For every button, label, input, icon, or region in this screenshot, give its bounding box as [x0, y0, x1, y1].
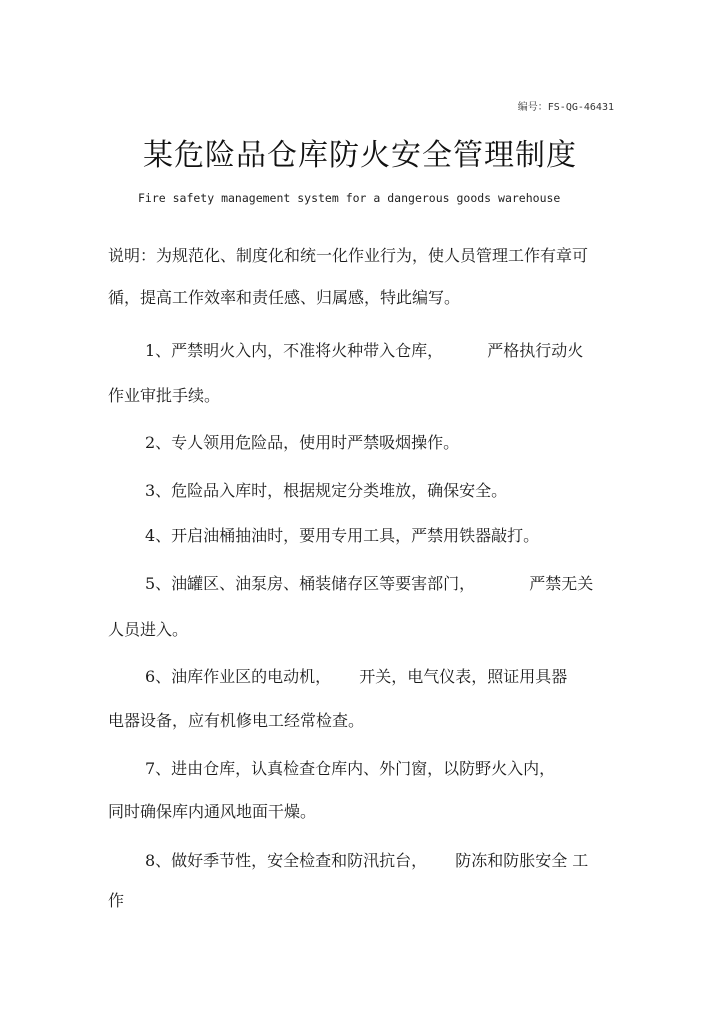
item-5-continuation: 人员进入。	[108, 620, 189, 639]
document-subtitle: Fire safety management system for a dangerous goods warehouse	[138, 191, 561, 205]
document-number: 编号：FS-QG-46431	[517, 102, 614, 113]
item-6-continuation: 电器设备，应有机修电工经常检查。	[108, 711, 365, 730]
item-8-continuation: 作	[108, 891, 125, 910]
item-5-text: 5、油罐区、油泵房、桶装储存区等要害部门，	[145, 574, 476, 593]
item-1	[145, 338, 583, 361]
item-5	[145, 571, 593, 594]
item-5-text-cont: 严禁无关	[529, 574, 594, 593]
item-8-text: 8、做好季节性，安全检查和防汛抗台，	[145, 851, 428, 870]
item-4: 4、开启油桶抽油时，要用专用工具，严禁用铁器敲打。	[145, 526, 540, 545]
item-3: 3、危险品入库时，根据规定分类堆放，确保安全。	[145, 481, 508, 500]
item-2: 2、专人领用危险品，使用时严禁吸烟操作。	[145, 433, 460, 452]
item-8-text-cont: 防冻和防胀安全 工	[455, 851, 589, 870]
item-6-text: 6、油库作业区的电动机，	[145, 667, 332, 686]
intro-line-2: 循，提高工作效率和责任感、归属感，特此编写。	[108, 288, 461, 307]
item-1-continuation: 作业审批手续。	[108, 386, 221, 405]
item-8	[145, 848, 588, 871]
intro-line-1: 说明：为规范化、制度化和统一化作业行为，使人员管理工作有章可	[108, 246, 589, 265]
document-title: 某危险品仓库防火安全管理制度	[143, 138, 577, 173]
item-6-text-cont: 开关，电气仪表，照证用具器	[359, 667, 568, 686]
item-1-text: 1、严禁明火入内，不准将火种带入仓库，	[145, 341, 444, 360]
item-7: 7、进由仓库，认真检查仓库内、外门窗，以防野火入内，	[145, 759, 556, 778]
item-1-text-cont: 严格执行动火	[487, 341, 584, 360]
item-6	[145, 664, 567, 687]
item-7-continuation: 同时确保库内通风地面干燥。	[108, 802, 317, 821]
